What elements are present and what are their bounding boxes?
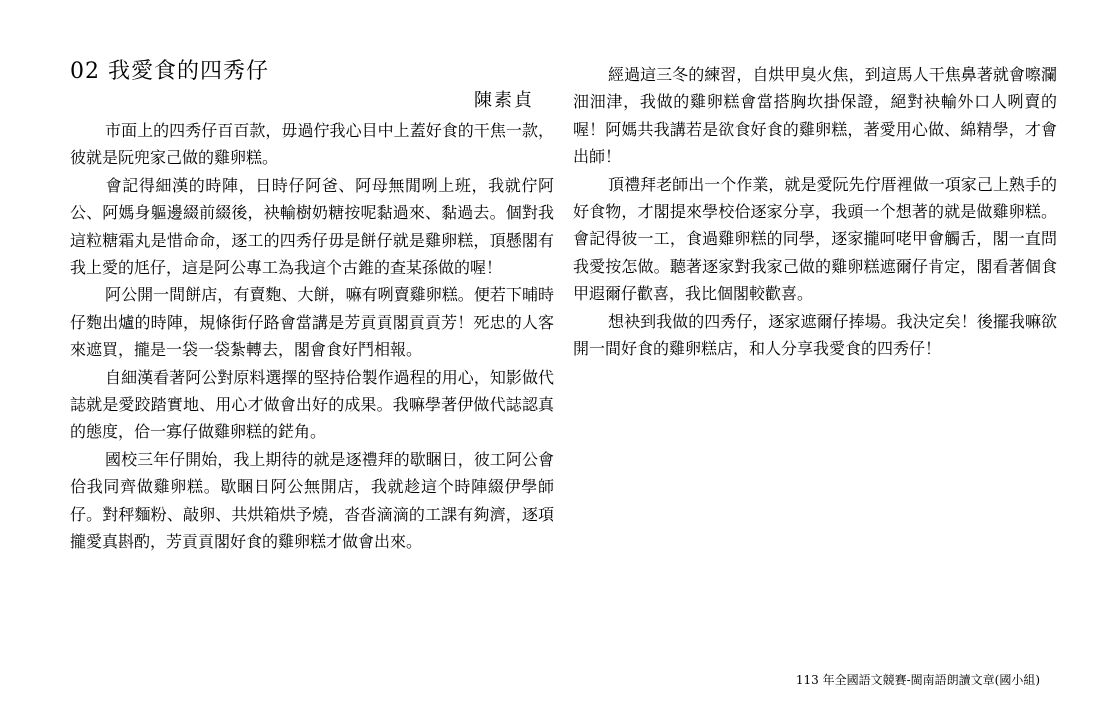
paragraph: 市面上的四秀仔百百款，毋過佇我心目中上蓋好食的干焦一款，彼就是阮兜家己做的雞卵糕。 <box>70 121 554 168</box>
paragraph: 經過這三冬的練習，自烘甲臭火焦，到這馬人干焦鼻著就會嚓瀾沺沺津，我做的雞卵糕會當搭胸坎掛保證，絕對袂輸外口人咧賣的喔！阿媽共我講若是欲食好食的雞卵糕，著愛用心做、綿精學，才會出師！ <box>573 65 1057 167</box>
article-title: 02 我愛食的四秀仔 <box>70 59 269 84</box>
paragraph: 頂禮拜老師出一个作業，就是愛阮先佇厝裡做一項家己上熟手的好食物，才閣提來學校佮逐家分享，我頭一个想著的就是做雞卵糕。會記得彼一工，食過雞卵糕的同學，逐家攏呵咾甲會觸舌，閣一直問我愛按怎做。聽著逐家對我家己做的雞卵糕遮爾仔肯定，閣看著個食甲遐爾仔歡喜，我比個閣較歡喜。 <box>573 174 1057 304</box>
left-column <box>70 117 554 556</box>
paragraph: 自細漢看著阿公對原料選擇的堅持佮製作過程的用心，知影做代誌就是愛跤踏實地、用心才做會出好的成果。我嘛學著伊做代誌認真的態度，佮一寡仔做雞卵糕的鋩角。 <box>70 367 554 442</box>
paragraph: 阿公開一間餅店，有賣麭、大餅，嘛有咧賣雞卵糕。便若下晡時仔麭出爐的時陣，規條街仔路會當講是芳貢貢閣貢貢芳！死忠的人客來遮買，攏是一袋一袋紮轉去，閣會食好鬥相報。 <box>70 285 554 360</box>
paragraph: 想袂到我做的四秀仔，逐家遮爾仔捧場。我決定矣！後擺我嘛欲開一間好食的雞卵糕店，和人分享我愛食的四秀仔！ <box>573 311 1057 359</box>
page-footer: 113 年全國語文競賽-閩南語朗讀文章(國小組) <box>795 673 1040 687</box>
author-name: 陳素貞 <box>474 90 534 111</box>
right-column <box>573 61 1057 362</box>
paragraph: 國校三年仔開始，我上期待的就是逐禮拜的歇睏日，彼工阿公會佮我同齊做雞卵糕。歇睏日阿公無開店，我就趁這个時陣綴伊學師仔。對秤麵粉、敲卵、共烘箱烘予燒，沓沓滴滴的工課有夠濟，逐項攏愛真斟酌，芳貢貢閣好食的雞卵糕才做會出來。 <box>70 449 554 552</box>
paragraph: 會記得細漢的時陣，日時仔阿爸、阿母無閒咧上班，我就佇阿公、阿媽身軀邊綴前綴後，袂輸樹奶糖按呢黏過來、黏過去。個對我這粒糖霜丸是惜命命，逐工的四秀仔毋是餅仔就是雞卵糕，頂懸閣有我上愛的尪仔，這是阿公專工為我這个古錐的查某孫做的喔！ <box>70 175 554 278</box>
